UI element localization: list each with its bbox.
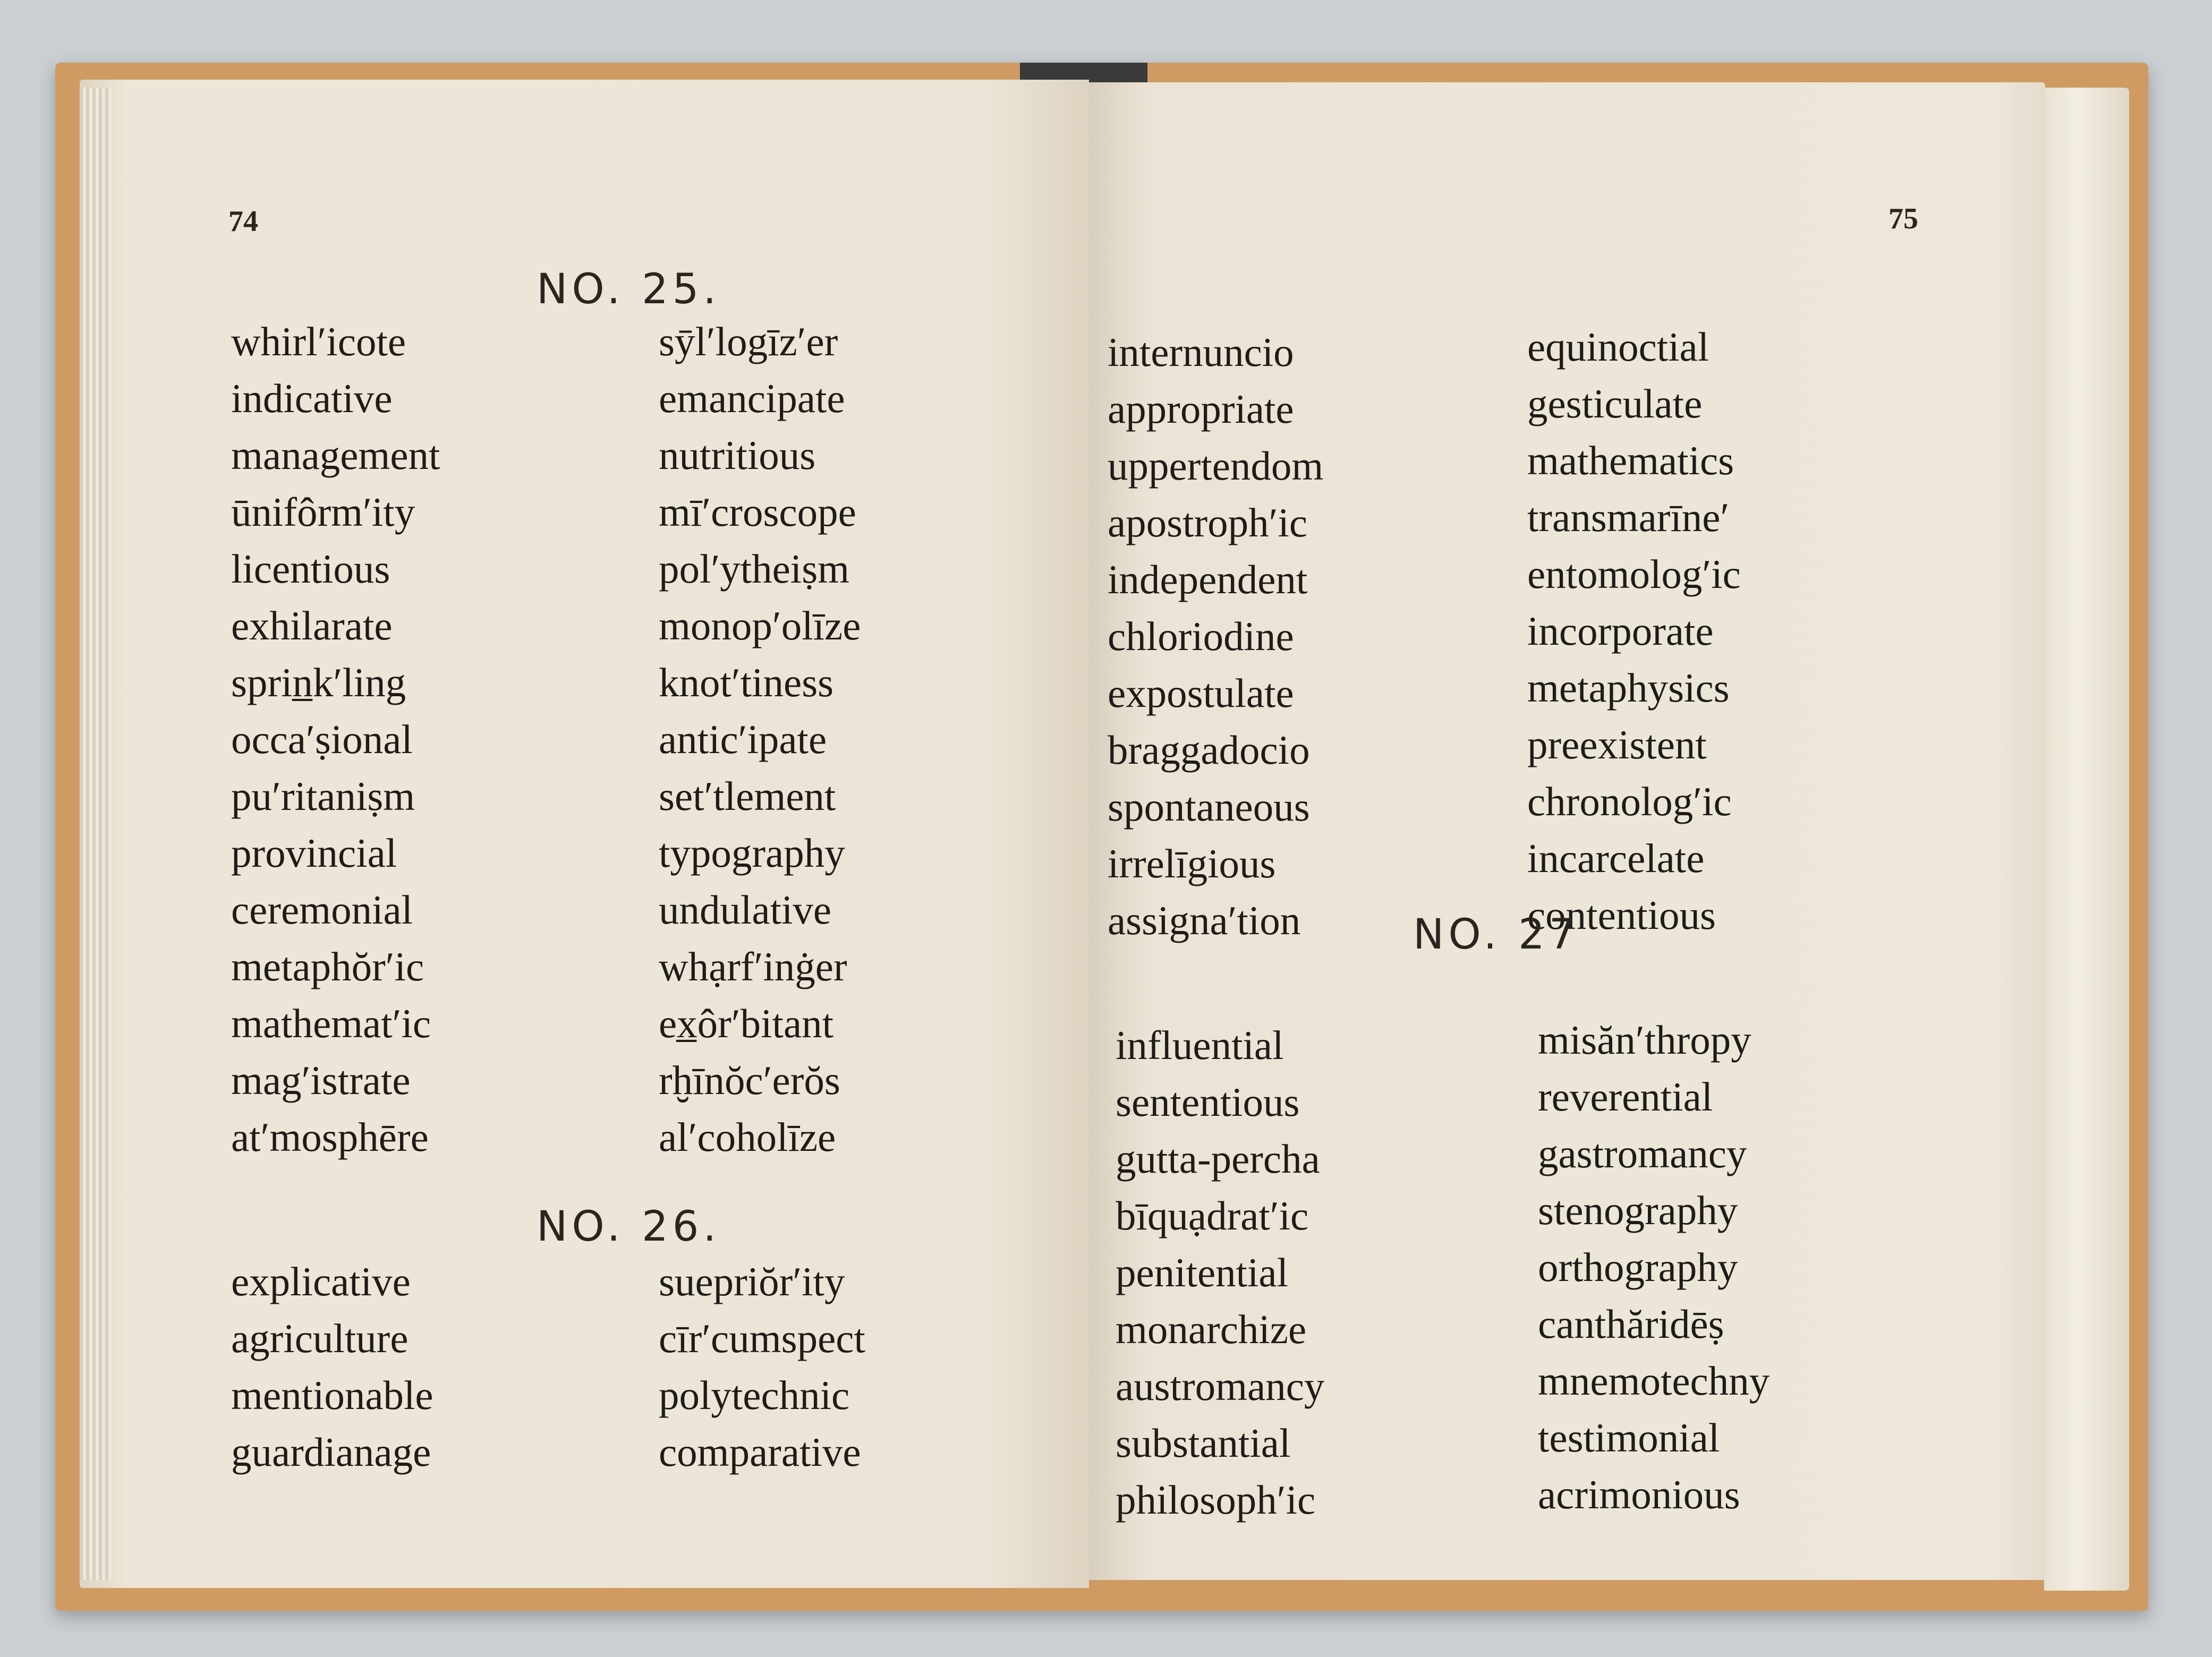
spelling-word: antic′ipate [659, 716, 827, 762]
lesson-27-heading: NO. 27 [1413, 911, 1580, 959]
spelling-word: bīquạdrat′ic [1116, 1193, 1309, 1239]
spelling-word: expostulate [1108, 670, 1294, 716]
spelling-word: polytechnic [659, 1372, 850, 1418]
spelling-word: testimonial [1538, 1415, 1720, 1460]
spelling-word: monarchize [1116, 1306, 1307, 1352]
lesson-27-column-1 [1116, 1017, 1324, 1528]
spelling-word: sprin̲k′ling [231, 660, 406, 705]
spelling-word: occa′ṣional [231, 716, 413, 762]
spelling-word: appropriate [1108, 386, 1294, 432]
spelling-word: typography [659, 830, 845, 876]
spelling-word: penitential [1116, 1250, 1288, 1295]
spelling-word: mī′croscope [659, 489, 856, 535]
spelling-word: philosoph′ic [1116, 1477, 1316, 1523]
spelling-word: preexistent [1527, 722, 1707, 767]
spelling-word: reverential [1538, 1074, 1713, 1120]
lesson-25-column-1 [231, 313, 440, 1166]
spelling-word: uppertendom [1108, 443, 1324, 489]
spelling-word: licentious [231, 546, 390, 592]
spelling-word: explicative [231, 1259, 411, 1304]
spelling-word: contentious [1527, 892, 1716, 938]
spelling-word: sententious [1116, 1079, 1300, 1125]
spelling-word: provincial [231, 830, 397, 876]
spelling-word: entomolog′ic [1527, 551, 1741, 597]
spelling-word: mentionable [231, 1372, 433, 1418]
lesson-26-heading: NO. 26. [537, 1203, 721, 1251]
spelling-word: monop′olīze [659, 603, 861, 648]
spelling-word: orthography [1538, 1244, 1738, 1290]
spelling-word: apostroph′ic [1108, 500, 1308, 545]
spelling-word: misăn′thropy [1538, 1017, 1751, 1063]
page-number-left: 74 [228, 205, 258, 238]
right-page [1089, 82, 2045, 1580]
spelling-word: cīr′cumspect [659, 1316, 865, 1361]
spelling-word: gutta-percha [1116, 1136, 1320, 1182]
spelling-word: undulative [659, 887, 832, 933]
spelling-word: ceremonial [231, 887, 413, 933]
spelling-word: emancipate [659, 375, 845, 421]
lesson-26-column-2 [659, 1253, 865, 1481]
spelling-word: transmarīne′ [1527, 494, 1730, 540]
spelling-word: stenography [1538, 1188, 1738, 1233]
right-top-column-1 [1108, 324, 1323, 949]
spelling-word: mag′istrate [231, 1057, 411, 1103]
lesson-26-column-1 [231, 1253, 433, 1481]
page-edges-left [80, 88, 112, 1580]
page-edges-right [2044, 88, 2129, 1591]
spelling-word: comparative [659, 1429, 861, 1475]
spelling-word: ūnifôrm′ity [231, 489, 415, 535]
spelling-word: independent [1108, 557, 1308, 602]
spelling-word: gesticulate [1527, 381, 1703, 426]
spelling-word: influential [1116, 1022, 1284, 1068]
spelling-word: austromancy [1116, 1363, 1325, 1409]
spelling-word: exhilarate [231, 603, 393, 648]
spelling-word: braggadocio [1108, 727, 1310, 773]
spelling-word: assigna′tion [1108, 898, 1301, 943]
spelling-word: incorporate [1527, 608, 1714, 654]
spelling-word: pu′ritaniṣm [231, 773, 415, 819]
spelling-word: nutritious [659, 432, 816, 478]
right-top-column-2 [1527, 319, 1741, 944]
spelling-word: ex̲ôr′bitant [659, 1001, 834, 1046]
spelling-word: agriculture [231, 1316, 409, 1361]
spelling-word: spontaneous [1108, 784, 1310, 830]
spelling-word: rḫīnŏc′erŏs [659, 1057, 840, 1103]
lesson-27-column-2 [1538, 1012, 1769, 1523]
spelling-word: equinoctial [1527, 324, 1709, 370]
spelling-word: management [231, 432, 440, 478]
spelling-word: gastromancy [1538, 1131, 1747, 1176]
spelling-word: mathemat′ic [231, 1001, 431, 1046]
spelling-word: incarcelate [1527, 835, 1705, 881]
spelling-word: whạrf′inġer [659, 944, 847, 989]
spelling-word: acrimonious [1538, 1472, 1740, 1517]
spelling-word: sȳl′logīz′er [659, 319, 838, 364]
spelling-word: substantial [1116, 1420, 1291, 1466]
lesson-25-column-2 [659, 313, 861, 1166]
spelling-word: irrelīgious [1108, 841, 1276, 886]
spelling-word: metaphŏr′ic [231, 944, 424, 989]
spelling-word: al′coholīze [659, 1114, 836, 1160]
spelling-word: chloriodine [1108, 613, 1294, 659]
page-number-right: 75 [1888, 202, 1918, 235]
spelling-word: suepriŏr′ity [659, 1259, 845, 1304]
spelling-word: guardianage [231, 1429, 431, 1475]
spelling-word: indicative [231, 375, 393, 421]
lesson-25-heading: NO. 25. [537, 266, 721, 313]
spelling-word: whirl′icote [231, 319, 406, 364]
spelling-word: set′tlement [659, 773, 836, 819]
spelling-word: knot′tiness [659, 660, 834, 705]
spelling-word: pol′ytheiṣm [659, 546, 850, 592]
spelling-word: mnemotechny [1538, 1358, 1770, 1404]
spelling-word: metaphysics [1527, 665, 1730, 711]
spelling-word: canthăridēṣ [1538, 1301, 1724, 1347]
spelling-word: mathematics [1527, 438, 1734, 483]
left-page [80, 80, 1089, 1588]
spelling-word: chronolog′ic [1527, 779, 1732, 824]
spelling-word: at′mosphēre [231, 1114, 429, 1160]
spelling-word: internuncio [1108, 329, 1294, 375]
